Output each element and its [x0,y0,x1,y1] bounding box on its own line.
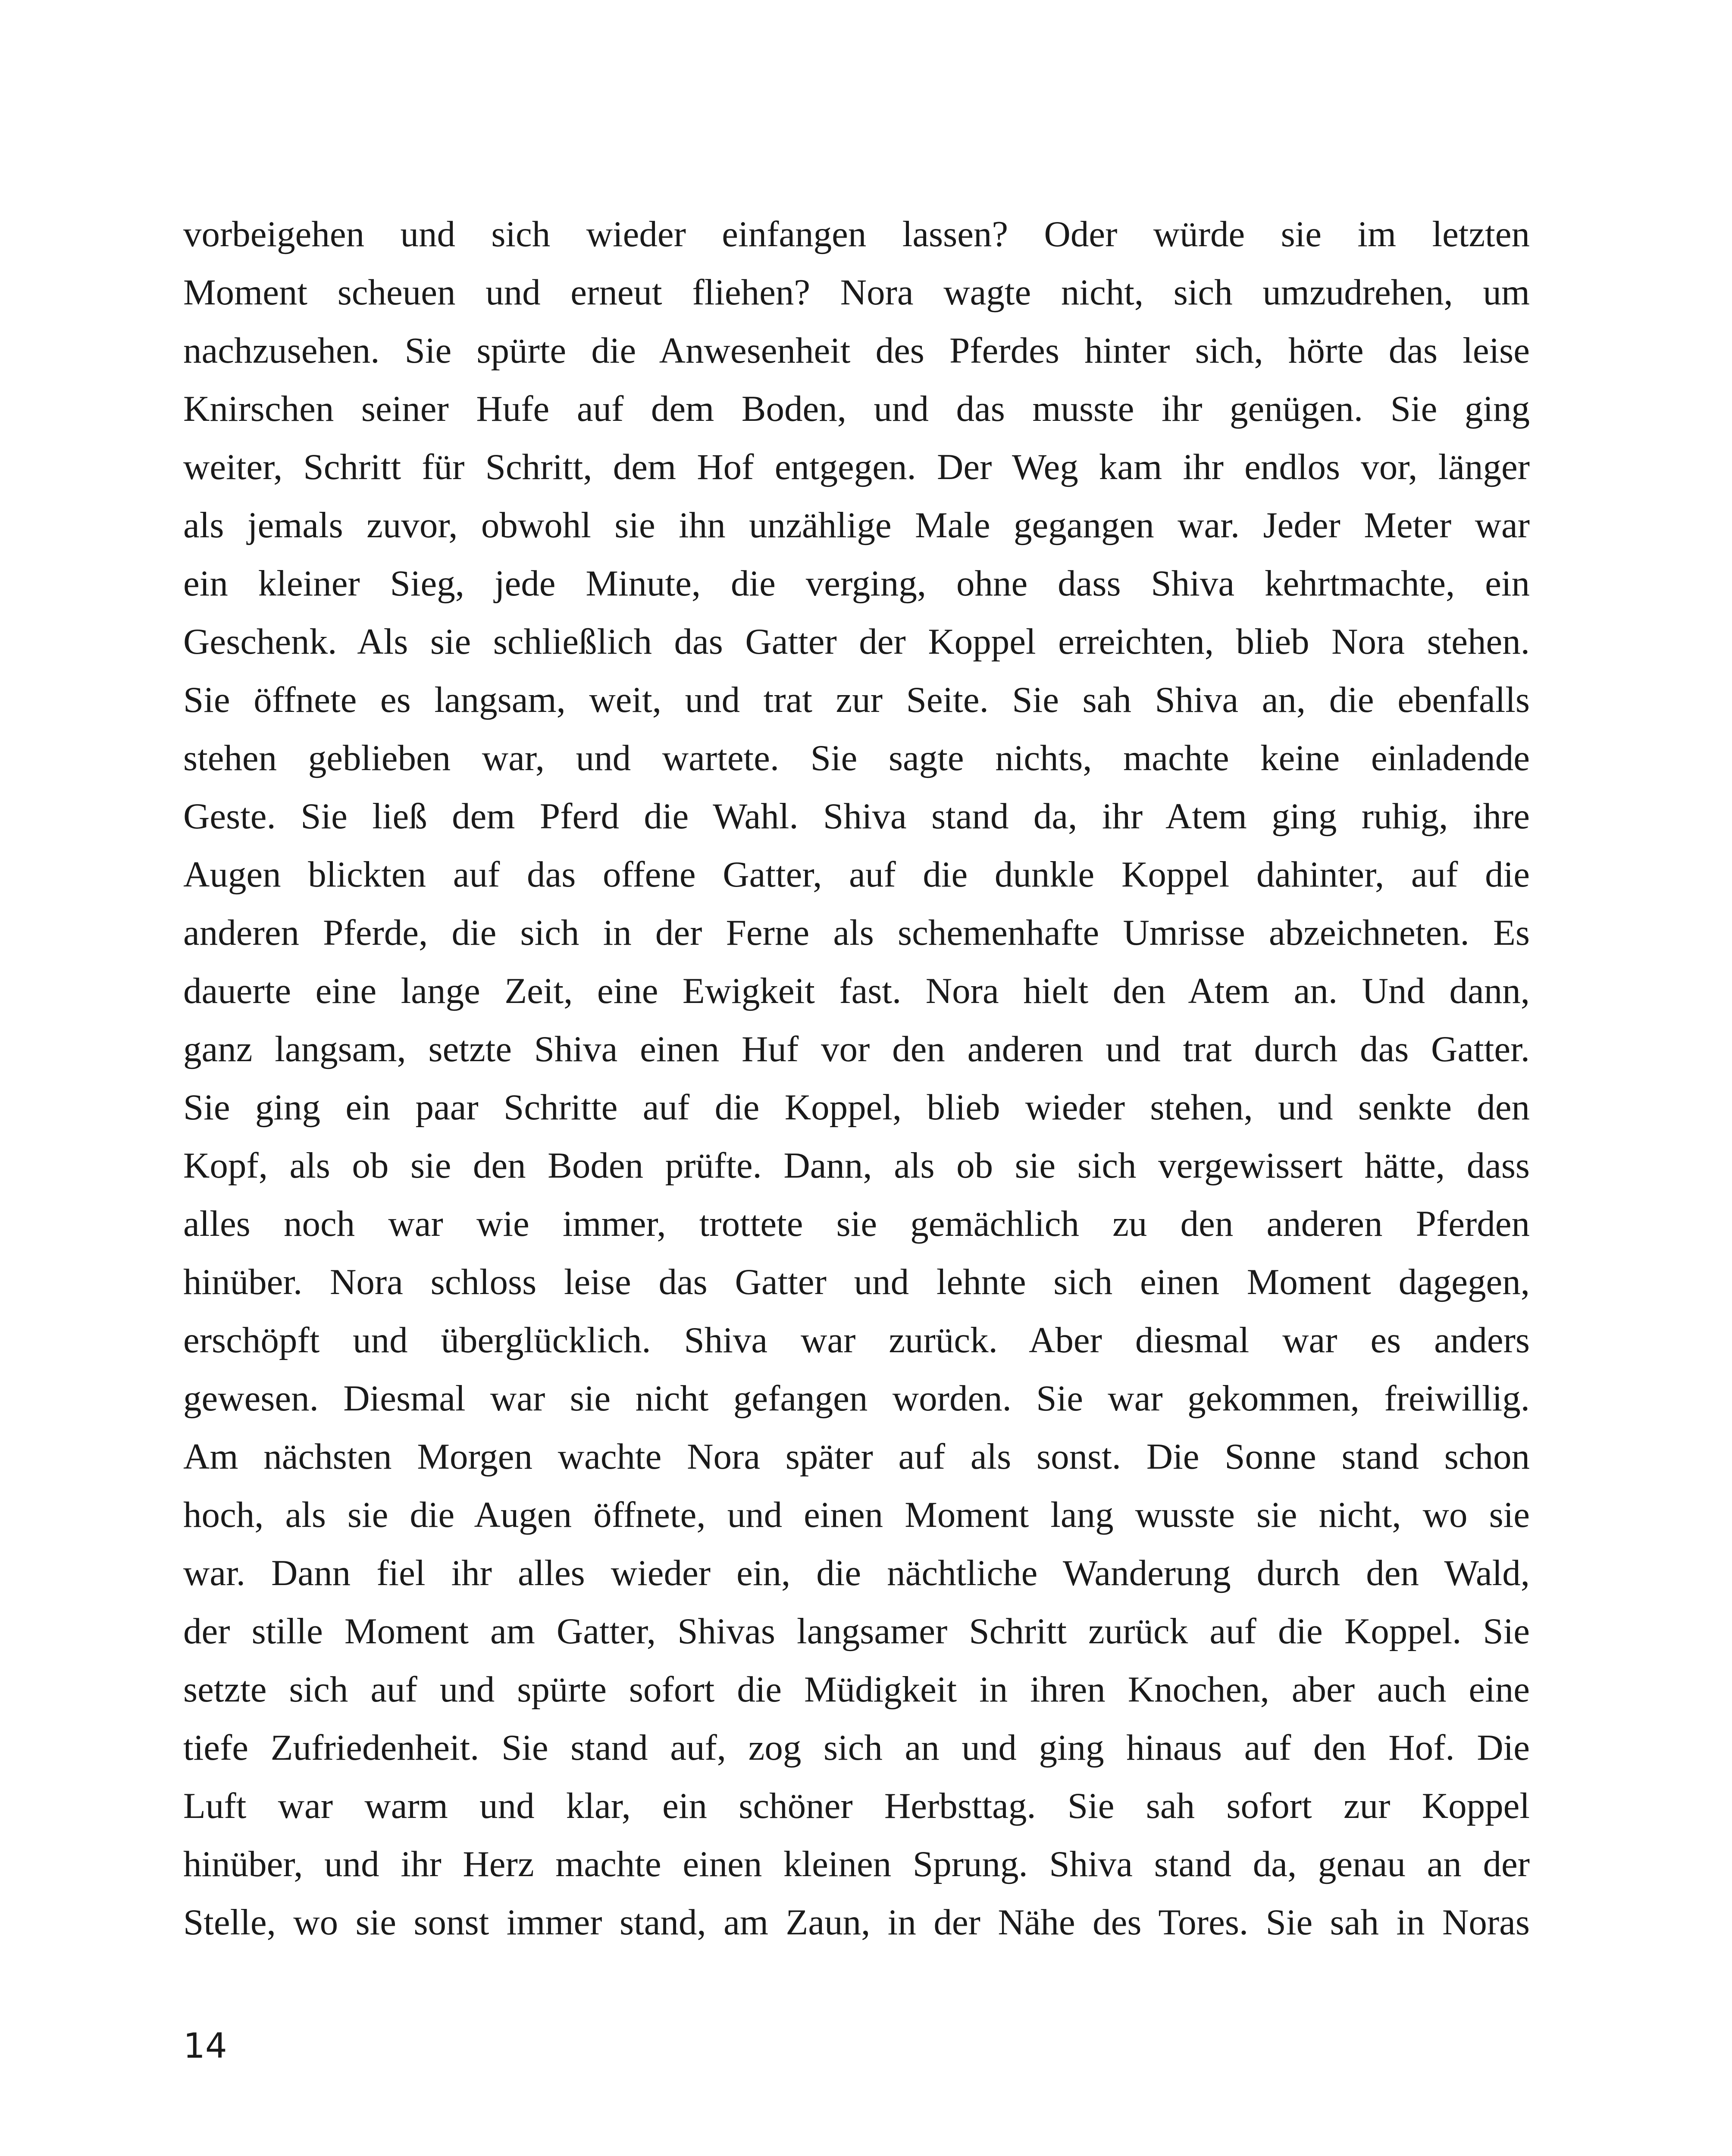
text-line: vorbeigehen und sich wieder einfangen lassen? Oder würde sie im letzten [183,214,1530,254]
text-line: als jemals zuvor, obwohl sie ihn unzählige Male gegangen war. Jeder Meter war [183,505,1530,545]
text-line: hinüber, und ihr Herz machte einen kleinen Sprung. Shiva stand da, genau an der [183,1844,1530,1884]
text-line: nachzusehen. Sie spürte die Anwesenheit des Pferdes hinter sich, hörte das leise [183,330,1530,371]
text-line: der stille Moment am Gatter, Shivas langsamer Schritt zurück auf die Koppel. Sie [183,1611,1530,1651]
text-line: Sie öffnete es langsam, weit, und trat zur Seite. Sie sah Shiva an, die ebenfalls [183,680,1530,720]
text-line: Sie ging ein paar Schritte auf die Koppel, blieb wieder stehen, und senkte den [183,1087,1530,1128]
text-line: erschöpft und überglücklich. Shiva war zurück. Aber diesmal war es anders [183,1320,1530,1360]
body-text [183,205,1530,1952]
text-line: war. Dann fiel ihr alles wieder ein, die nächtliche Wanderung durch den Wald, [183,1553,1530,1593]
text-line: Moment scheuen und erneut fliehen? Nora wagte nicht, sich umzudrehen, um [183,272,1530,313]
text-line: Geschenk. Als sie schließlich das Gatter der Koppel erreichten, blieb Nora stehen. [183,621,1530,662]
text-line: weiter, Schritt für Schritt, dem Hof entgegen. Der Weg kam ihr endlos vor, länger [183,447,1530,487]
text-line: hinüber. Nora schloss leise das Gatter und lehnte sich einen Moment dagegen, [183,1262,1530,1302]
text-line: Geste. Sie ließ dem Pferd die Wahl. Shiva stand da, ihr Atem ging ruhig, ihre [183,796,1530,837]
text-line: alles noch war wie immer, trottete sie gemächlich zu den anderen Pferden [183,1203,1530,1244]
text-line: Stelle, wo sie sonst immer stand, am Zaun, in der Nähe des Tores. Sie sah in Noras [183,1902,1530,1943]
text-line: tiefe Zufriedenheit. Sie stand auf, zog sich an und ging hinaus auf den Hof. Die [183,1727,1530,1768]
text-line: anderen Pferde, die sich in der Ferne als schemenhafte Umrisse abzeichneten. Es [183,912,1530,953]
text-line: Augen blickten auf das offene Gatter, auf die dunkle Koppel dahinter, auf die [183,854,1530,895]
text-line: stehen geblieben war, und wartete. Sie sagte nichts, machte keine einladende [183,738,1530,778]
page-number: 14 [183,2026,227,2066]
text-line: ganz langsam, setzte Shiva einen Huf vor den anderen und trat durch das Gatter. [183,1029,1530,1069]
text-line: Knirschen seiner Hufe auf dem Boden, und das musste ihr genügen. Sie ging [183,389,1530,429]
text-line: setzte sich auf und spürte sofort die Müdigkeit in ihren Knochen, aber auch eine [183,1669,1530,1710]
text-line: Kopf, als ob sie den Boden prüfte. Dann, als ob sie sich vergewissert hätte, dass [183,1145,1530,1186]
text-line: Am nächsten Morgen wachte Nora später auf als sonst. Die Sonne stand schon [183,1436,1530,1477]
text-line: gewesen. Diesmal war sie nicht gefangen worden. Sie war gekommen, freiwillig. [183,1378,1530,1419]
text-line: Luft war warm und klar, ein schöner Herbsttag. Sie sah sofort zur Koppel [183,1786,1530,1826]
text-line: dauerte eine lange Zeit, eine Ewigkeit fast. Nora hielt den Atem an. Und dann, [183,971,1530,1011]
text-line: hoch, als sie die Augen öffnete, und einen Moment lang wusste sie nicht, wo sie [183,1495,1530,1535]
text-line: ein kleiner Sieg, jede Minute, die verging, ohne dass Shiva kehrtmachte, ein [183,563,1530,604]
